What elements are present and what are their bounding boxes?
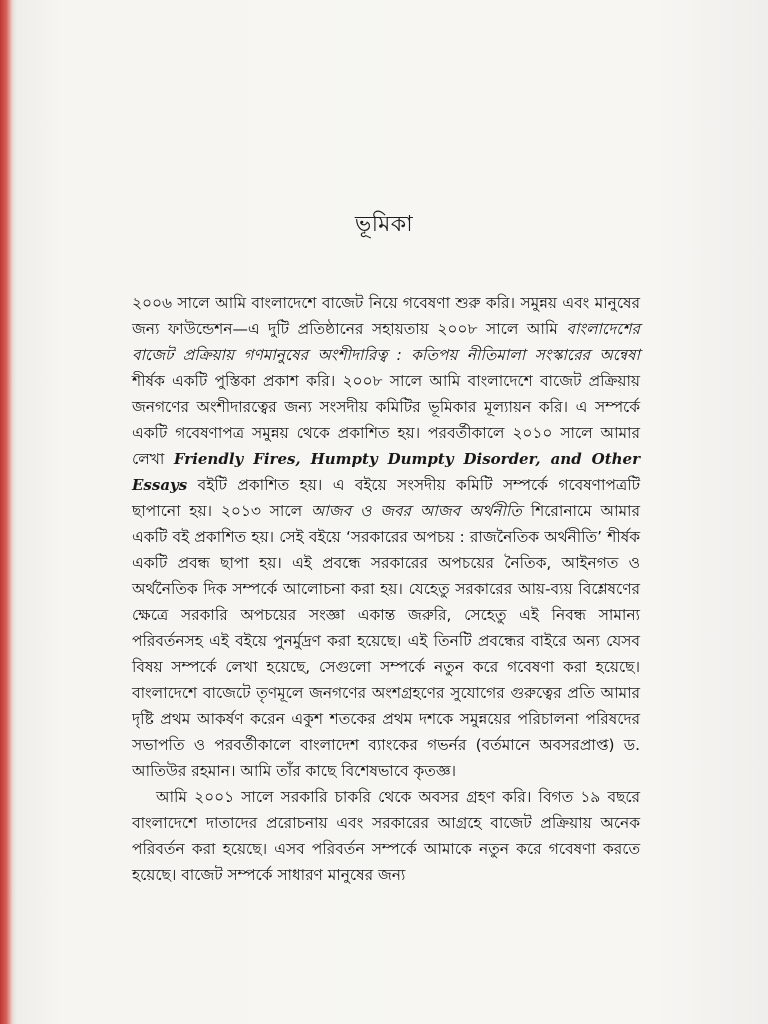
body-text [132,290,640,888]
italic-title: বাংলাদেশের বাজেট প্রক্রিয়ায় গণমানুষের অংশীদারিত্ব : কতিপয় নীতিমালা সংস্কারের অন্বেষা [132,320,640,364]
page-edge-binding [0,0,18,1024]
italic-title: আজব ও জবর আজব অর্থনীতি [310,502,522,520]
text-run: শীর্ষক একটি পুস্তিকা প্রকাশ করি। ২০০৮ সালে আমি বাংলাদেশে বাজেট প্রক্রিয়ায় জনগণের অংশীদারত্বের জন্য সংসদীয় কমিটির ভূমিকার মূল্যায়ন করি। এ সম্পর্কে একটি গবেষণাপত্র সমুন্নয় থেকে প্রকাশিত হয়। পরবর্তীকালে ২০১০ সালে আমার লেখা [132,372,640,468]
text-run: আমি ২০০১ সালে সরকারি চাকরি থেকে অবসর গ্রহণ করি। বিগত ১৯ বছরে বাংলাদেশে দাতাদের প্ররোচনায় এবং সরকারের আগ্রহে বাজেট প্রক্রিয়ায় অনেক পরিবর্তন করা হয়েছে। এসব পরিবর্তন সম্পর্কে আমাকে নতুন করে গবেষণা করতে হয়েছে। বাজেট সম্পর্কে সাধারণ মানুষের জন্য [132,788,640,884]
paragraph-1 [132,290,640,784]
text-run: ২০০৬ সালে আমি বাংলাদেশে বাজেট নিয়ে গবেষণা শুরু করি। সমুন্নয় এবং মানুষের জন্য ফাউন্ডেশন—এ দুটি প্রতিষ্ঠানের সহায়তায় ২০০৮ সালে আমি [132,294,640,338]
page-title: ভূমিকা [354,212,414,237]
text-run: বইটি প্রকাশিত হয়। এ বইয়ে সংসদীয় কমিটি সম্পর্কে গবেষণাপত্রটি ছাপানো হয়। ২০১৩ সালে [132,476,640,520]
paragraph-2 [132,784,640,888]
text-run: শিরোনামে আমার একটি বই প্রকাশিত হয়। সেই বইয়ে ‘সরকারের অপচয় : রাজনৈতিক অর্থনীতি’ শীর্ষক একটি প্রবন্ধ ছাপা হয়। এই প্রবন্ধে সরকারের অপচয়ের নৈতিক, আইনগত ও অর্থনৈতিক দিক সম্পর্কে আলোচনা করা হয়। যেহেতু সরকারের আয়-ব্যয় বিশ্লেষণের ক্ষেত্রে সরকারি অপচয়ের সংজ্ঞা একান্ত জরুরি, সেহেতু এই নিবন্ধ সামান্য পরিবর্তনসহ এই বইয়ে পুনর্মুদ্রণ করা হয়েছে। এই তিনটি প্রবন্ধের বাইরে অন্য যেসব বিষয় সম্পর্কে লেখা হয়েছে, সেগুলো সম্পর্কে নতুন করে গবেষণা করা হয়েছে। বাংলাদেশে বাজেটে তৃণমূলে জনগণের অংশগ্রহণের সুযোগের গুরুত্বের প্রতি আমার দৃষ্টি প্রথম আকর্ষণ করেন একুশ শতকের প্রথম দশকে সমুন্নয়ের পরিচালনা পরিষদের সভাপতি ও পরবর্তীকালে বাংলাদেশ ব্যাংকের গভর্নর (বর্তমানে অবসরপ্রাপ্ত) ড. আতিউর রহমান। আমি তাঁর কাছে বিশেষভাবে কৃতজ্ঞ। [132,502,640,780]
english-book-title: Friendly Fires, Humpty Dumpty Disorder, and Other Essays [132,450,640,494]
